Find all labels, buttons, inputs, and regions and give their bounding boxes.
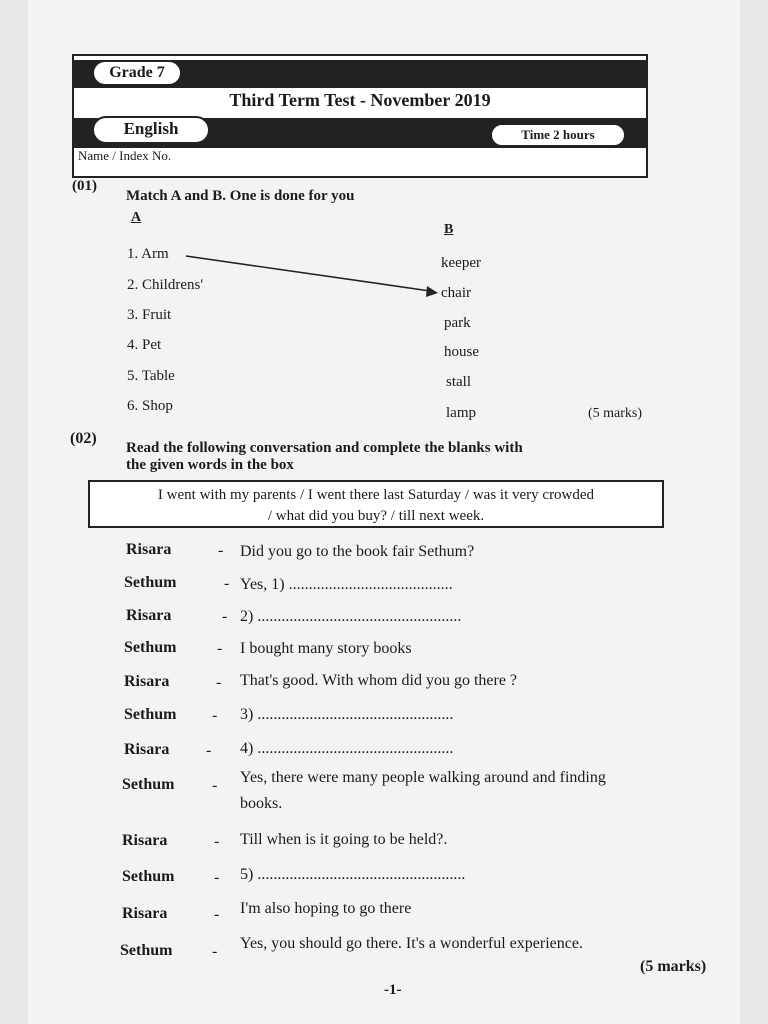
- q1-a-item: 4. Pet: [127, 337, 162, 353]
- dialogue-speaker: Sethum: [124, 574, 177, 591]
- q1-marks: (5 marks): [588, 406, 643, 421]
- dialogue-dash: -: [214, 833, 220, 850]
- page-number: -1-: [384, 982, 402, 998]
- dialogue-line: That's good. With whom did you go there ?: [240, 672, 518, 689]
- dialogue-line: I'm also hoping to go there: [240, 900, 412, 917]
- word-box: [88, 480, 664, 528]
- dialogue-speaker: Risara: [124, 741, 170, 758]
- dialogue-line: Yes, 1) .........................................: [240, 576, 453, 593]
- q2-instruction-line1: Read the following conversation and complete the blanks with: [126, 440, 523, 456]
- dialogue-dash: -: [216, 674, 222, 691]
- dialogue-speaker: Sethum: [124, 639, 177, 656]
- q1-b-item: chair: [441, 285, 471, 301]
- q1-a-item: 1. Arm: [127, 246, 169, 262]
- dialogue-dash: -: [214, 869, 220, 886]
- dialogue-dash: -: [217, 640, 223, 657]
- q1-b-item: keeper: [441, 255, 481, 271]
- q1-a-item: 6. Shop: [127, 398, 173, 414]
- dialogue-dash: -: [222, 608, 228, 625]
- dialogue-speaker: Risara: [126, 541, 172, 558]
- dialogue-dash: -: [214, 906, 220, 923]
- q1-column-b-heading: B: [444, 222, 454, 237]
- q1-column-a-heading: A: [131, 210, 142, 225]
- dialogue-line: I bought many story books: [240, 640, 412, 657]
- test-title: Third Term Test - November 2019: [229, 90, 491, 110]
- grade-label: Grade 7: [92, 60, 182, 86]
- dialogue-dash: -: [212, 943, 218, 960]
- dialogue-speaker: Sethum: [120, 942, 173, 959]
- dialogue-line: 2) ...................................................: [240, 608, 462, 625]
- q1-a-item: 2. Childrens': [127, 277, 204, 293]
- dialogue-dash: -: [206, 742, 212, 759]
- dialogue-line: 3) .................................................: [240, 706, 454, 723]
- dialogue-line: books.: [240, 795, 283, 812]
- subject-label: English: [92, 116, 210, 144]
- q1-b-item: stall: [446, 374, 471, 390]
- word-box-line2: / what did you buy? / till next week.: [267, 508, 485, 524]
- word-box-line1: I went with my parents / I went there last Saturday / was it very crowded: [157, 487, 595, 503]
- dialogue-line: Till when is it going to be held?.: [240, 831, 448, 848]
- q1-number: (01): [72, 178, 97, 194]
- dialogue-speaker: Risara: [126, 607, 172, 624]
- name-index-label: Name / Index No.: [78, 148, 172, 163]
- q2-instruction-line2: the given words in the box: [126, 457, 294, 473]
- dialogue-speaker: Sethum: [124, 706, 177, 723]
- dialogue-speaker: Risara: [122, 832, 168, 849]
- dialogue-dash: -: [212, 707, 218, 724]
- dialogue-line: Did you go to the book fair Sethum?: [240, 543, 475, 560]
- time-label: Time 2 hours: [490, 123, 626, 147]
- dialogue-speaker: Sethum: [122, 868, 175, 885]
- dialogue-speaker: Risara: [122, 905, 168, 922]
- dialogue-dash: -: [218, 542, 224, 559]
- dialogue-line: 5) ....................................................: [240, 866, 466, 883]
- q1-b-item: park: [444, 315, 471, 331]
- q1-b-item: house: [444, 344, 479, 360]
- dialogue-dash: -: [212, 777, 218, 794]
- q2-marks: (5 marks): [640, 958, 707, 975]
- dialogue-speaker: Risara: [124, 673, 170, 690]
- dialogue-dash: -: [224, 575, 230, 592]
- q1-instruction: Match A and B. One is done for you: [126, 188, 355, 204]
- q1-b-item: lamp: [446, 405, 476, 421]
- dialogue-speaker: Sethum: [122, 776, 175, 793]
- dialogue-line: 4) .................................................: [240, 740, 454, 757]
- q2-number: (02): [70, 430, 97, 447]
- dialogue-line: Yes, you should go there. It's a wonderful experience.: [240, 935, 583, 952]
- q1-a-item: 5. Table: [127, 368, 175, 384]
- q1-a-item: 3. Fruit: [127, 307, 172, 323]
- dialogue-line: Yes, there were many people walking around and finding: [240, 769, 606, 786]
